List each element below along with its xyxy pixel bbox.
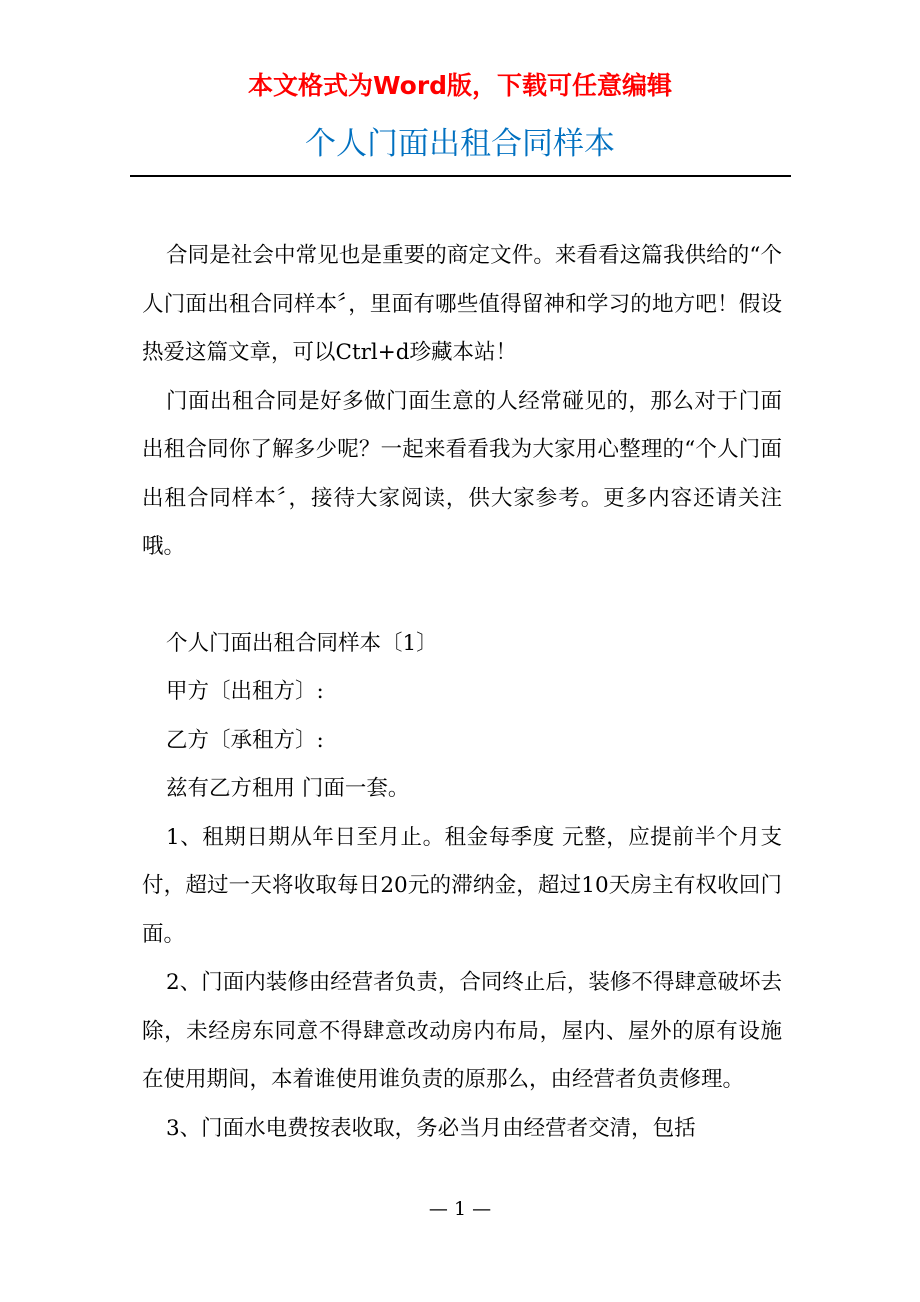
contract-clause: 1、租期日期从年日至月止。租金每季度 元整，应提前半个月支付，超过一天将收取每日20元的滞纳金，超过10天房主有权收回门面。 [142,824,782,947]
contract-clause: 3、门面水电费按表收取，务必当月由经营者交清，包括 [166,1115,696,1141]
contract-clause: 2、门面内装修由经营者负责，合同终止后，装修不得肆意破坏去除，未经房东同意不得肆意改动房内布局，屋内、屋外的原有设施在使用期间，本着谁使用谁负责的原那么，由经营者负责修理。 [142,970,782,1092]
intro-paragraph: 合同是社会中常见也是重要的商定文件。来看看这篇我供给的“个人门面出租合同样本〞，里面有哪些值得留神和学习的地方吧！假设热爱这篇文章，可以Ctrl+d珍藏本站！ [142,243,782,365]
page-number: — 1 — [428,1198,492,1220]
format-banner: 本文格式为Word版，下载可任意编辑 [247,71,673,100]
document-body [142,232,782,1153]
party-b-line: 乙方〔承租方〕: [166,727,324,753]
document-title: 个人门面出租合同样本 [305,126,615,162]
paragraph-spacer [142,572,782,620]
title-divider [130,175,791,177]
intro-paragraph: 门面出租合同是好多做门面生意的人经常碰见的，那么对于门面出租合同你了解多少呢？一起来看看我为大家用心整理的“个人门面出租合同样本〞，接待大家阅读，供大家参考。更多内容还请关注哦。 [142,388,782,559]
contract-preamble: 兹有乙方租用 门面一套。 [166,776,410,801]
party-a-line: 甲方〔出租方〕: [166,679,324,704]
contract-heading: 个人门面出租合同样本〔1〕 [166,630,438,656]
